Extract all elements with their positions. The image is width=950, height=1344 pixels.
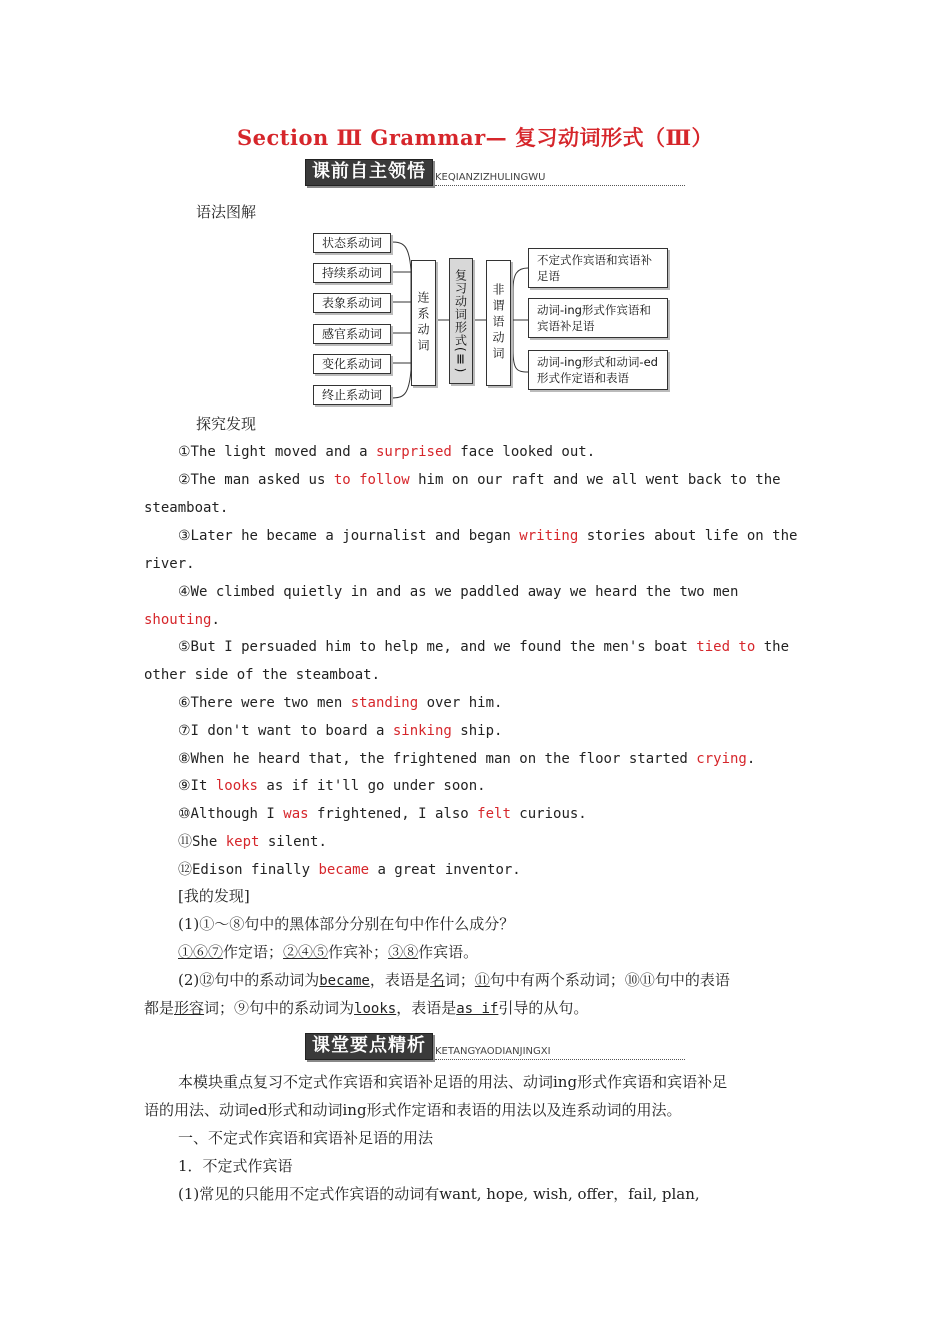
diagram-right-item: 不定式作宾语和宾语补足语 — [528, 248, 668, 288]
explore-heading: 探究发现 — [196, 415, 257, 433]
diagram-left-item: 感官系动词 — [313, 324, 391, 344]
diagram-heading: 语法图解 — [196, 203, 257, 221]
example-sentence: ③Later he became a journalist and began writing stories about life on the — [178, 528, 798, 544]
example-sentence: ⑫Edison finally became a great inventor. — [178, 862, 521, 878]
diagram-right-item: 动词-ing形式和动词-ed形式作定语和表语 — [528, 350, 668, 390]
diagram-left-item: 终止系动词 — [313, 385, 391, 405]
example-sentence: ⑪She kept silent. — [178, 834, 327, 850]
findings-question-2: (2)⑫句中的系动词为became，表语是名词；⑪句中有两个系动词；⑩⑪句中的表语 — [178, 971, 730, 989]
banner-pinyin: KETANGYAODIANJINGXI — [435, 1046, 685, 1060]
page-title: Section Ⅲ Grammar— 复习动词形式（Ⅲ） — [236, 125, 714, 150]
section-banner-class — [305, 1034, 685, 1060]
banner-label: 课前自主领悟 — [305, 159, 433, 186]
example-sentence: ⑩Although I was frightened, I also felt curious. — [178, 806, 587, 822]
findings-question-2-cont: 都是形容词；⑨句中的系动词为looks，表语是as if引导的从句。 — [144, 999, 589, 1017]
diagram-center-box: 复习动词形式(Ⅲ) — [449, 258, 473, 384]
example-sentence-cont: other side of the steamboat. — [144, 667, 381, 683]
section-heading: 一、不定式作宾语和宾语补足语的用法 — [178, 1129, 434, 1147]
example-sentence-cont: shouting. — [144, 612, 220, 628]
banner-pinyin: KEQIANZIZHULINGWU — [435, 172, 685, 186]
example-sentence: ⑧When he heard that, the frightened man on the floor started crying. — [178, 751, 756, 767]
banner-label: 课堂要点精析 — [305, 1033, 433, 1060]
example-sentence: ④We climbed quietly in and as we paddled away we heard the two men — [178, 584, 739, 600]
example-sentence-cont: river. — [144, 556, 195, 572]
example-sentence-cont: steamboat. — [144, 500, 229, 516]
findings-question-1: (1)①～⑧句中的黑体部分分别在句中作什么成分？ — [178, 915, 515, 933]
example-sentence: ⑦I don't want to board a sinking ship. — [178, 723, 503, 739]
diagram-link-verbs-box: 连系动词 — [411, 260, 436, 386]
diagram-right-item: 动词-ing形式作宾语和宾语补足语 — [528, 298, 668, 338]
findings-heading: [我的发现] — [178, 887, 250, 905]
grammar-diagram — [313, 230, 673, 410]
findings-answer-1: ①⑥⑦作定语；②④⑤作宾补；③⑧作宾语。 — [178, 943, 479, 961]
body-intro-line: 本模块重点复习不定式作宾语和宾语补足语的用法、动词ing形式作宾语和宾语补足 — [178, 1073, 728, 1091]
diagram-non-finite-box: 非谓语动词 — [486, 260, 511, 386]
example-sentence: ⑨It looks as if it'll go under soon. — [178, 778, 486, 794]
subsection-heading: 1．不定式作宾语 — [178, 1157, 293, 1175]
example-sentence: ②The man asked us to follow him on our raft and we all went back to the — [178, 472, 781, 488]
body-intro-line: 语的用法、动词ed形式和动词ing形式作定语和表语的用法以及连系动词的用法。 — [144, 1101, 682, 1119]
body-paragraph: (1)常见的只能用不定式作宾语的动词有want, hope, wish, offer，fail, plan, — [178, 1185, 700, 1203]
diagram-left-item: 持续系动词 — [313, 263, 391, 283]
section-banner-preview — [305, 160, 685, 186]
example-sentence: ①The light moved and a surprised face looked out. — [178, 444, 596, 460]
example-sentence: ⑤But I persuaded him to help me, and we found the men's boat tied to the — [178, 639, 790, 655]
diagram-left-item: 状态系动词 — [313, 233, 391, 253]
diagram-left-item: 表象系动词 — [313, 293, 391, 313]
diagram-left-item: 变化系动词 — [313, 354, 391, 374]
example-sentence: ⑥There were two men standing over him. — [178, 695, 503, 711]
